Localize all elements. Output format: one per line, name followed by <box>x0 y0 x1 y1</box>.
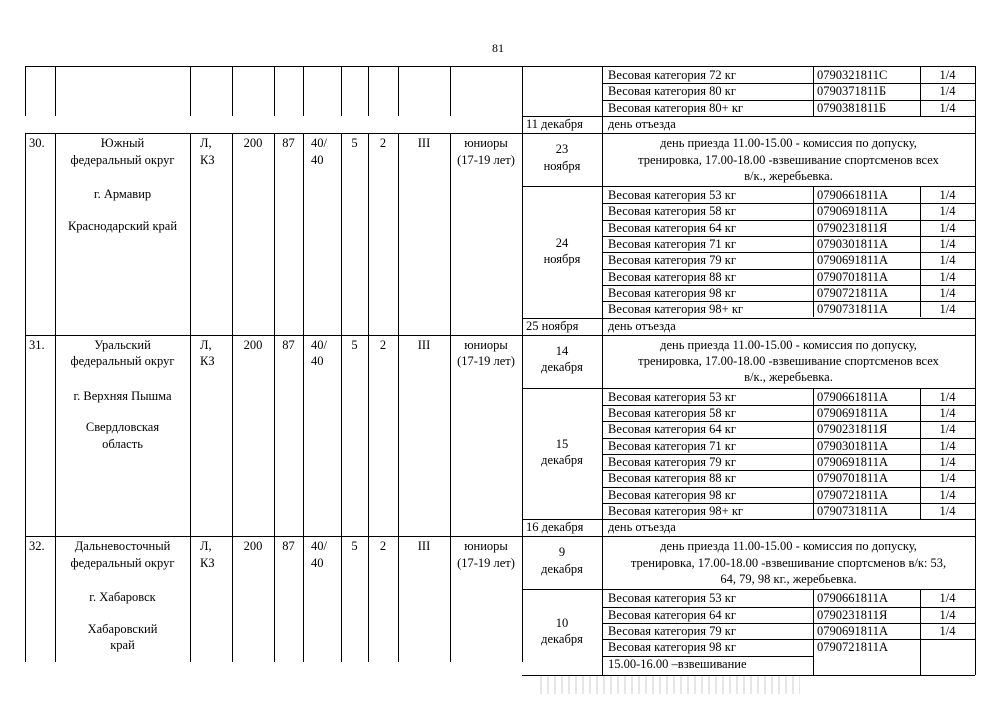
event-type: КЗ <box>200 354 215 369</box>
weight-category-fraction: 1/4 <box>939 591 956 606</box>
competition-date: декабря <box>541 453 583 468</box>
weight-category-code: 0790301811А <box>817 237 889 251</box>
column-divider <box>522 335 523 537</box>
weight-category-code: 0790301811А <box>817 438 889 453</box>
weight-category-code: 0790371811Б <box>817 84 887 99</box>
region-name: федеральный округ <box>70 555 175 570</box>
age-group: (17-19 лет) <box>457 354 515 369</box>
arrival-text: день приезда 11.00-15.00 - комиссия по допуску, <box>660 337 917 352</box>
column-divider <box>190 66 191 116</box>
arrival-text: в/к., жеребьевка. <box>744 168 833 183</box>
column-divider <box>920 388 921 519</box>
weight-category-fraction: 1/4 <box>939 389 956 404</box>
weight-category-fraction: 1/4 <box>939 237 956 251</box>
city-name: г. Армавир <box>93 187 152 202</box>
weight-category-code: 0790701811А <box>817 471 889 486</box>
column-divider <box>602 66 603 133</box>
weight-category-code: 0790381811Б <box>817 100 887 115</box>
departure-date: 11 декабря <box>526 116 583 131</box>
weight-category-fraction: 1/4 <box>939 302 956 317</box>
weight-category-code: 0790721811А <box>817 285 889 300</box>
event-type: Л, <box>200 136 212 151</box>
weight-category-label: Весовая категория 98 кг <box>608 285 736 300</box>
arrival-text: день приезда 11.00-15.00 - комиссия по допуску, <box>660 136 917 151</box>
weight-category-label: Весовая категория 58 кг <box>608 406 736 420</box>
table-row-border <box>25 133 975 134</box>
column-divider <box>813 388 814 519</box>
value-cell: 200 <box>243 539 263 554</box>
region-name: Дальневосточный <box>74 539 171 554</box>
weight-category-code: 0790661811А <box>817 389 889 404</box>
weight-category-fraction: 1/4 <box>939 487 956 502</box>
subject-name: Хабаровский <box>87 621 158 636</box>
column-divider <box>450 335 451 537</box>
column-divider <box>920 589 921 675</box>
weight-category-fraction: 1/4 <box>939 285 956 300</box>
weight-category-fraction: 1/4 <box>939 188 956 203</box>
column-divider <box>920 66 921 116</box>
weight-category-code: 0790731811А <box>817 302 889 317</box>
weight-category-fraction: 1/4 <box>939 454 956 469</box>
value-cell: 40 <box>311 354 324 369</box>
age-group: (17-19 лет) <box>457 152 515 167</box>
weight-category-fraction: 1/4 <box>939 204 956 219</box>
value-cell: 5 <box>351 136 358 151</box>
weight-category-label: Весовая категория 64 кг <box>608 220 736 235</box>
competition-date: 15 <box>555 437 569 452</box>
row-number: 30. <box>29 136 45 151</box>
weight-category-code: 0790231811Я <box>817 422 888 437</box>
value-cell: III <box>417 539 431 554</box>
weight-category-label: Весовая категория 53 кг <box>608 591 736 606</box>
weight-category-label: Весовая категория 53 кг <box>608 389 736 404</box>
column-divider <box>232 335 233 537</box>
weight-category-label: Весовая категория 98+ кг <box>608 302 744 317</box>
column-divider <box>975 66 976 133</box>
column-divider <box>341 536 342 662</box>
weight-category-fraction: 1/4 <box>939 269 956 284</box>
weight-category-code: 0790321811С <box>817 68 888 82</box>
weight-category-fraction: 1/4 <box>939 220 956 235</box>
weight-category-label: Весовая категория 53 кг <box>608 188 736 203</box>
column-divider <box>55 536 56 662</box>
weight-category-code: 0790691811А <box>817 204 889 219</box>
column-divider <box>398 335 399 537</box>
column-divider <box>341 133 342 335</box>
arrival-text: тренировка, 17.00-18.00 -взвешивание спортсменов в/к: 53, <box>630 555 947 570</box>
column-divider <box>303 335 304 537</box>
table-border <box>25 66 975 67</box>
column-divider <box>398 66 399 116</box>
column-divider <box>450 133 451 335</box>
column-divider <box>602 536 603 674</box>
column-divider <box>602 133 603 335</box>
column-divider <box>274 536 275 662</box>
column-divider <box>55 66 56 116</box>
weight-category-label: Весовая категория 79 кг <box>608 454 736 469</box>
column-divider <box>398 133 399 335</box>
column-divider <box>274 133 275 335</box>
column-divider <box>25 133 26 335</box>
weight-category-code: 0790721811А <box>817 640 889 655</box>
weight-category-code: 0790691811А <box>817 253 889 268</box>
column-divider <box>368 66 369 116</box>
competition-date: декабря <box>541 632 583 647</box>
weight-category-label: Весовая категория 98 кг <box>608 640 736 655</box>
column-divider <box>368 335 369 537</box>
column-divider <box>25 536 26 662</box>
arrival-date: 23 <box>555 142 569 157</box>
arrival-text: тренировка, 17.00-18.00 -взвешивание спортсменов всех <box>638 152 939 167</box>
column-divider <box>303 66 304 116</box>
weight-category-fraction: 1/4 <box>939 68 956 82</box>
value-cell: 40/ <box>311 337 327 352</box>
value-cell: 2 <box>379 136 387 151</box>
region-name: Южный <box>100 136 145 151</box>
column-divider <box>55 335 56 537</box>
value-cell: 87 <box>282 337 295 352</box>
weight-category-fraction: 1/4 <box>939 253 956 268</box>
subject-name: край <box>110 638 135 653</box>
weight-category-code: 0790721811А <box>817 487 889 502</box>
departure-date: 25 ноября <box>526 318 579 333</box>
arrival-text: тренировка, 17.00-18.00 -взвешивание спортсменов всех <box>638 354 939 369</box>
arrival-date: декабря <box>541 360 583 375</box>
value-cell: III <box>417 337 431 352</box>
arrival-date: 14 <box>555 343 569 358</box>
column-divider <box>274 66 275 116</box>
column-divider <box>341 335 342 537</box>
weight-category-code: 0790691811А <box>817 623 889 638</box>
weight-category-code: 0790661811А <box>817 591 889 606</box>
weight-category-code: 0790661811А <box>817 188 889 203</box>
column-divider <box>190 536 191 662</box>
row-divider <box>522 186 975 187</box>
age-group: юниоры <box>464 136 508 151</box>
column-divider <box>522 133 523 335</box>
weight-category-label: Весовая категория 79 кг <box>608 253 736 268</box>
value-cell: 87 <box>282 539 295 554</box>
weigh-in-note: 15.00-16.00 –взвешивание <box>608 656 747 671</box>
subject-name: Свердловская <box>85 420 160 435</box>
weight-category-fraction: 1/4 <box>939 100 956 115</box>
weight-category-label: Весовая категория 64 кг <box>608 607 736 622</box>
column-divider <box>190 335 191 537</box>
weight-category-code: 0790231811Я <box>817 220 888 235</box>
city-name: г. Хабаровск <box>89 590 156 605</box>
subject-name: область <box>102 436 143 451</box>
weight-category-fraction: 1/4 <box>939 422 956 437</box>
row-number: 32. <box>29 539 45 554</box>
competition-date: 10 <box>555 615 569 630</box>
weight-category-label: Весовая категория 80+ кг <box>608 100 744 115</box>
arrival-text: день приезда 11.00-15.00 - комиссия по допуску, <box>660 539 917 554</box>
arrival-text: 64, 79, 98 кг., жеребьевка. <box>720 572 857 586</box>
departure-text: день отъезда <box>608 520 676 535</box>
row-divider <box>522 519 975 520</box>
value-cell: 40/ <box>311 539 327 554</box>
column-divider <box>55 133 56 335</box>
value-cell: 200 <box>243 337 263 352</box>
table-row-border <box>25 335 975 336</box>
weight-category-label: Весовая категория 71 кг <box>608 438 736 453</box>
weight-category-label: Весовая категория 88 кг <box>608 471 736 486</box>
weight-category-label: Весовая категория 71 кг <box>608 237 736 251</box>
region-name: федеральный округ <box>70 354 175 369</box>
column-divider <box>602 335 603 537</box>
weight-category-label: Весовая категория 98 кг <box>608 487 736 502</box>
age-group: юниоры <box>464 539 508 554</box>
value-cell: 40/ <box>311 136 327 151</box>
weight-category-code: 0790731811А <box>817 503 889 518</box>
value-cell: 87 <box>282 136 295 151</box>
weight-category-label: Весовая категория 79 кг <box>608 623 736 638</box>
value-cell: 2 <box>379 539 387 554</box>
column-divider <box>341 66 342 116</box>
row-divider <box>522 388 975 389</box>
column-divider <box>303 133 304 335</box>
column-divider <box>920 186 921 317</box>
weight-category-fraction: 1/4 <box>939 503 956 518</box>
weight-category-code: 0790231811Я <box>817 607 888 622</box>
column-divider <box>450 536 451 662</box>
row-number: 31. <box>29 337 45 352</box>
column-divider <box>975 536 976 674</box>
column-divider <box>190 133 191 335</box>
value-cell: 200 <box>243 136 263 151</box>
weight-category-code: 0790701811А <box>817 269 889 284</box>
region-name: федеральный округ <box>70 152 175 167</box>
column-divider <box>398 536 399 662</box>
column-divider <box>25 335 26 537</box>
weight-category-fraction: 1/4 <box>939 471 956 486</box>
value-cell: 2 <box>379 337 387 352</box>
weight-category-fraction: 1/4 <box>939 607 956 622</box>
value-cell: 40 <box>311 152 324 167</box>
weight-category-label: Весовая категория 58 кг <box>608 204 736 219</box>
weight-category-label: Весовая категория 80 кг <box>608 84 736 99</box>
age-group: юниоры <box>464 337 508 352</box>
arrival-date: ноября <box>543 158 581 173</box>
weight-category-label: Весовая категория 88 кг <box>608 269 736 284</box>
age-group: (17-19 лет) <box>457 555 515 570</box>
column-divider <box>450 66 451 116</box>
value-cell: 5 <box>351 337 358 352</box>
column-divider <box>303 536 304 662</box>
column-divider <box>813 589 814 675</box>
column-divider <box>274 335 275 537</box>
departure-text: день отъезда <box>608 318 676 333</box>
weight-category-code: 0790691811А <box>817 406 889 420</box>
column-divider <box>813 186 814 317</box>
departure-text: день отъезда <box>608 116 676 131</box>
scan-artifact <box>540 676 800 694</box>
weight-category-fraction: 1/4 <box>939 84 956 99</box>
weight-category-fraction: 1/4 <box>939 438 956 453</box>
page-number: 81 <box>492 41 504 55</box>
competition-date: ноября <box>543 251 581 266</box>
weight-category-fraction: 1/4 <box>939 406 956 420</box>
event-type: КЗ <box>200 152 215 167</box>
row-divider <box>522 116 975 117</box>
weight-category-label: Весовая категория 64 кг <box>608 422 736 437</box>
column-divider <box>975 335 976 537</box>
column-divider <box>232 66 233 116</box>
column-divider <box>813 66 814 116</box>
row-divider <box>522 589 975 590</box>
weight-category-label: Весовая категория 72 кг <box>608 68 736 82</box>
event-type: Л, <box>200 337 212 352</box>
event-type: КЗ <box>200 555 215 570</box>
value-cell: 40 <box>311 555 324 570</box>
arrival-date: 9 <box>558 545 566 560</box>
column-divider <box>232 133 233 335</box>
row-divider <box>522 318 975 319</box>
column-divider <box>975 133 976 335</box>
subject-name: Краснодарский край <box>67 218 178 233</box>
column-divider <box>522 66 523 133</box>
arrival-text: в/к., жеребьевка. <box>744 370 833 385</box>
value-cell: 5 <box>351 539 358 554</box>
arrival-date: декабря <box>541 561 583 576</box>
city-name: г. Верхняя Пышма <box>73 388 172 403</box>
weight-category-code: 0790691811А <box>817 454 889 469</box>
column-divider <box>368 536 369 662</box>
departure-date: 16 декабря <box>526 520 584 535</box>
column-divider <box>232 536 233 662</box>
region-name: Уральский <box>94 337 151 352</box>
column-divider <box>25 66 26 116</box>
value-cell: III <box>417 136 431 151</box>
competition-date: 24 <box>555 235 569 250</box>
table-row-border <box>25 536 975 537</box>
column-divider <box>522 536 523 662</box>
weight-category-label: Весовая категория 98+ кг <box>608 503 744 518</box>
weight-category-fraction: 1/4 <box>939 623 956 638</box>
event-type: Л, <box>200 539 212 554</box>
column-divider <box>368 133 369 335</box>
